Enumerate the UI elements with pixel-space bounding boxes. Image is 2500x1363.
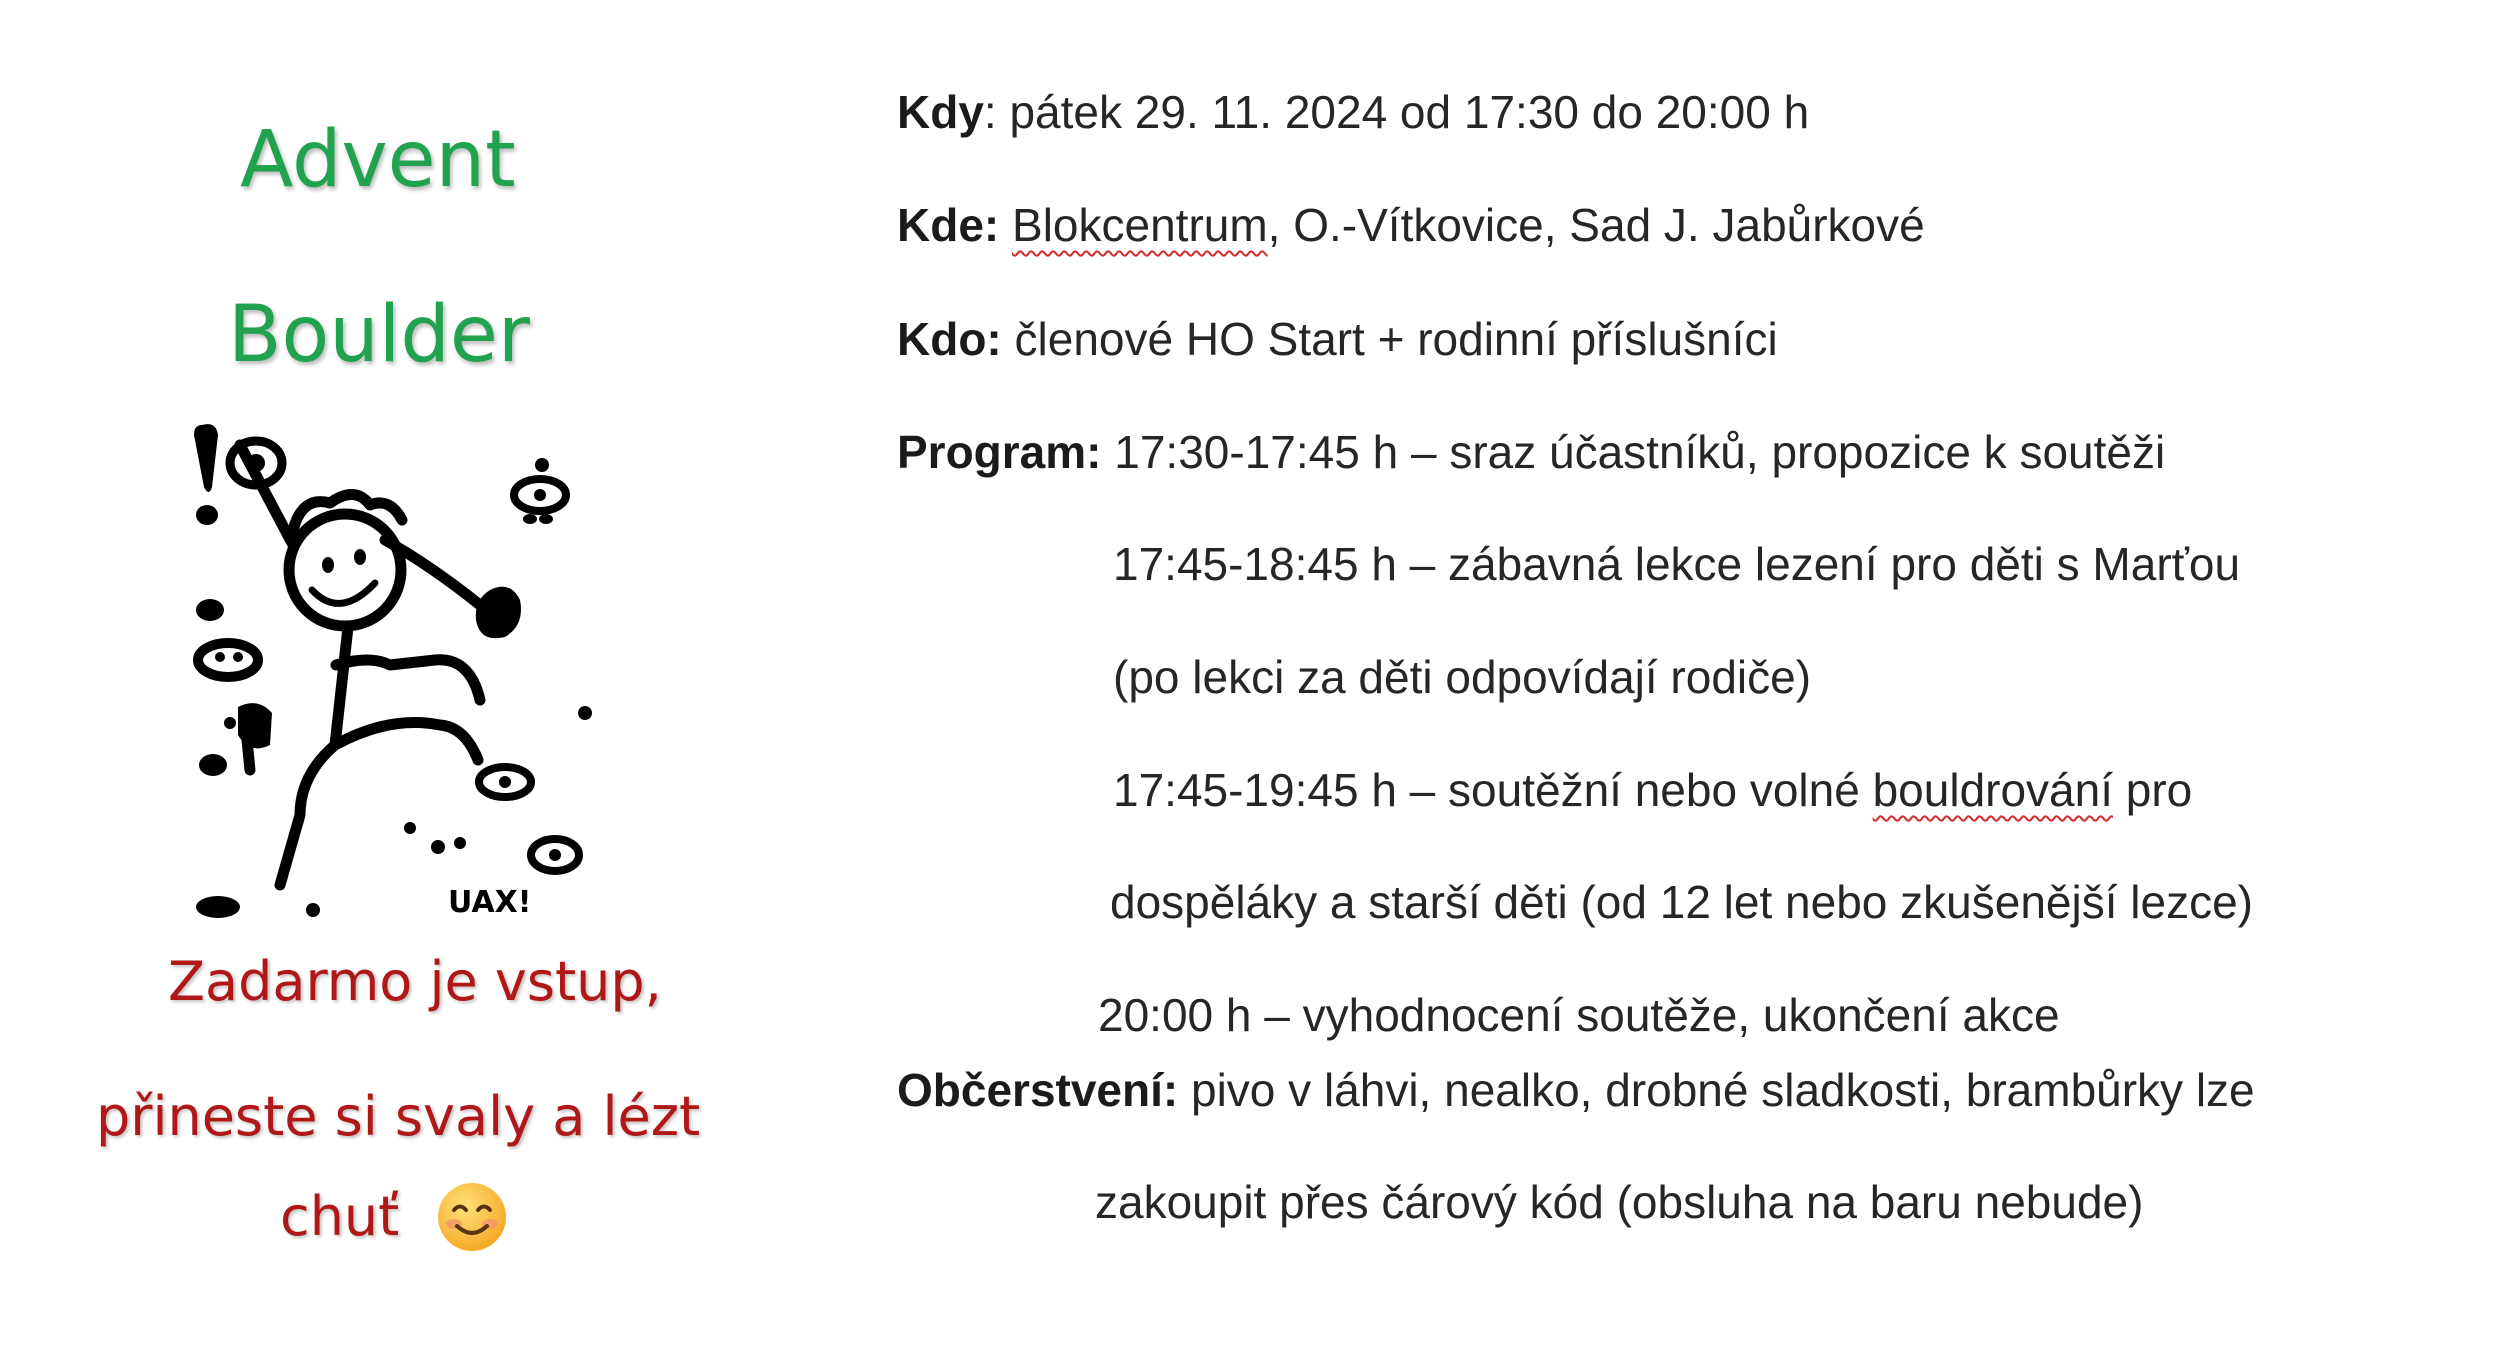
program-line-4 [1113,763,2192,817]
refreshments-row [897,1063,2255,1117]
where-place: Blokcentrum [1012,199,1268,251]
who-row [897,312,1778,366]
when-row [897,85,1809,139]
program-line-3: (po lekci za děti odpovídají rodiče) [1113,651,1812,703]
smiling-face-icon [435,1180,509,1254]
title-line-1: Advent [240,115,516,205]
program-line-2: 17:45-18:45 h – zábavná lekce lezení pro děti s Marťou [1113,538,2241,590]
who-value: členové HO Start + rodinní příslušníci [1014,313,1778,365]
program-row [897,425,2165,479]
program-line-6: 20:00 h – vyhodnocení soutěže, ukončení akce [1098,989,2060,1041]
exclamation-hold [194,424,218,492]
program-line-5: dospěláky a starší děti (od 12 let nebo zkušenější lezce) [1110,876,2253,928]
illustration-caption: UAX! [448,885,532,920]
when-value: : pátek 29. 11. 2024 od 17:30 do 20:00 h [983,86,1810,138]
promo-line-2: přineste si svaly a lézt [96,1085,701,1148]
who-label: Kdo: [897,313,1002,365]
program-line-4-start: 17:45-19:45 h – soutěžní nebo volné [1113,764,1873,816]
climber-illustration [180,415,620,935]
program-label: Program: [897,426,1102,478]
hold [196,599,224,621]
where-rest: , O.-Vítkovice, Sad J. Jabůrkové [1267,199,1925,251]
refreshments-value: pivo v láhvi, nealko, drobné sladkosti, brambůrky lze [1191,1064,2255,1116]
program-line-1: 17:30-17:45 h – sraz účastníků, propozice k soutěži [1114,426,2166,478]
promo-line-3: chuť [280,1185,400,1248]
where-row [897,198,1925,252]
refreshments-line-2: zakoupit přes čárový kód (obsluha na baru nebude) [1095,1176,2144,1228]
program-line-4-end: pro [2113,764,2193,816]
where-label: Kde: [897,199,1000,251]
promo-line-1: Zadarmo je vstup, [168,950,662,1013]
refreshments-label: Občerstvení: [897,1064,1179,1116]
when-label: Kdy [897,86,984,138]
title-line-2: Boulder [228,290,530,380]
program-line-4-word: bouldrování [1872,764,2113,816]
